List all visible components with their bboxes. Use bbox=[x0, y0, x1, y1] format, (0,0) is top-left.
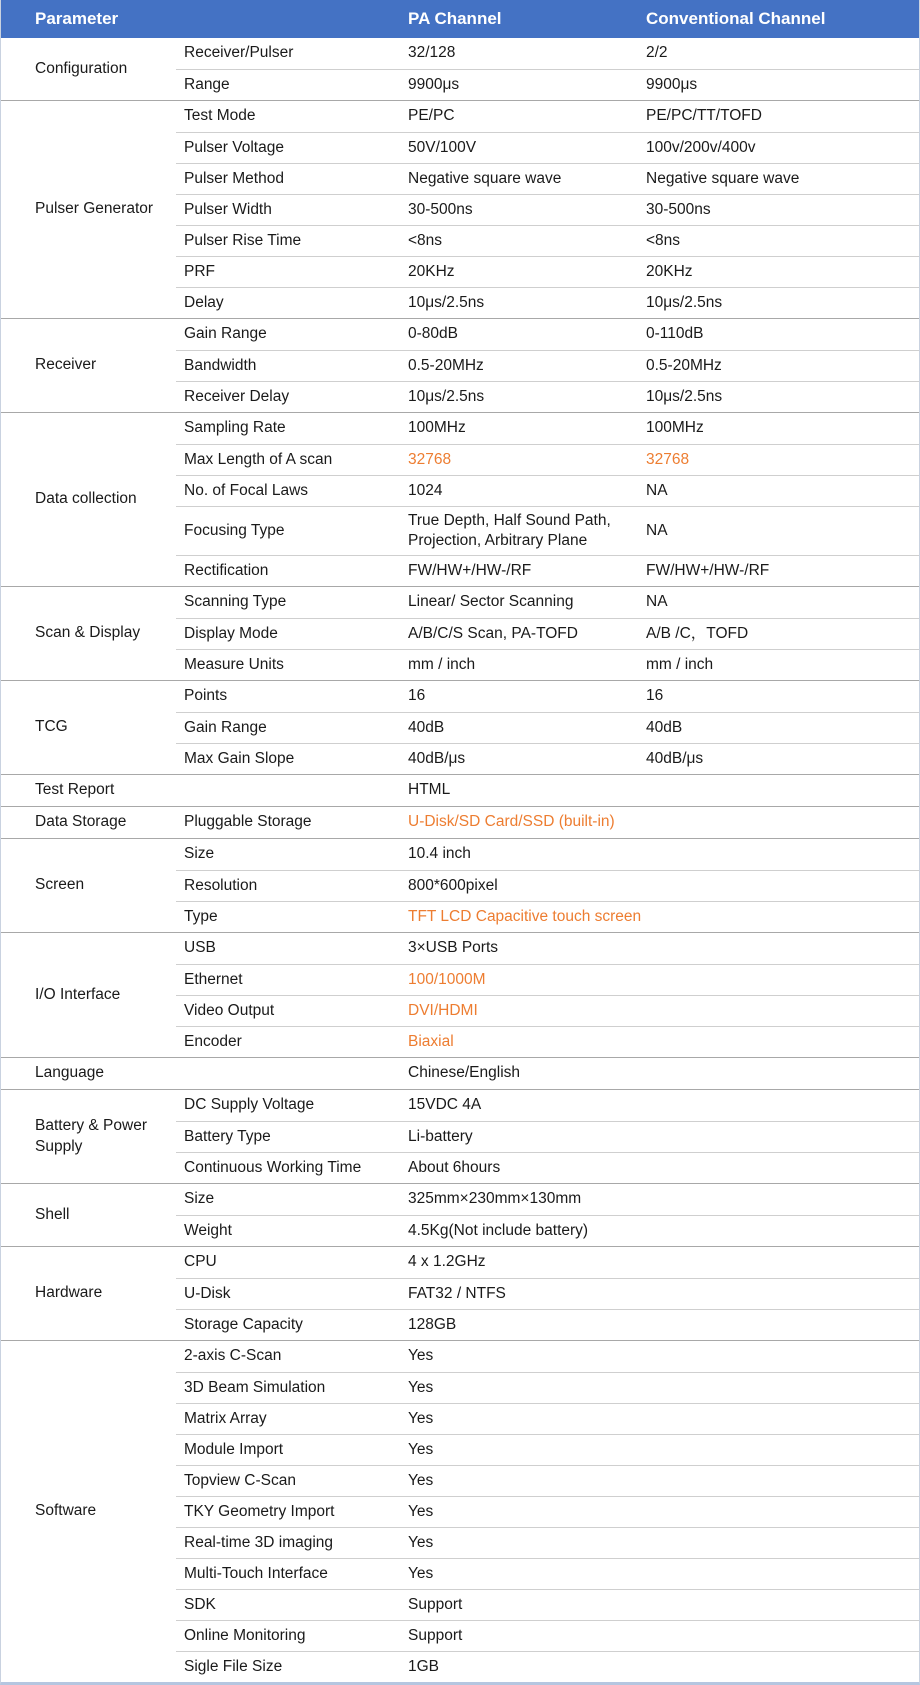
spec-row-receiver-delay bbox=[176, 381, 919, 412]
conv-value-cell: 2/2 bbox=[646, 44, 668, 62]
spec-row-usb bbox=[176, 933, 919, 964]
param-cell: TKY Geometry Import bbox=[184, 1502, 335, 1520]
group-data-collection bbox=[1, 412, 919, 586]
pa-value-cell: Yes bbox=[408, 1533, 434, 1551]
param-cell: Online Monitoring bbox=[184, 1626, 306, 1644]
spec-row-focusing-type bbox=[176, 506, 919, 555]
pa-value-cell: 15VDC 4A bbox=[408, 1096, 482, 1114]
param-cell: Sampling Rate bbox=[184, 419, 286, 437]
pa-value-cell: 128GB bbox=[408, 1315, 457, 1333]
header-cell-conventional-channel: Conventional Channel bbox=[646, 9, 826, 28]
param-cell: Focusing Type bbox=[184, 521, 285, 539]
conv-value-cell: NA bbox=[646, 593, 668, 611]
group-rows bbox=[176, 1247, 919, 1340]
param-cell: Max Gain Slope bbox=[184, 749, 295, 767]
group-label: Screen bbox=[35, 876, 85, 894]
spec-row-module-import bbox=[176, 1434, 919, 1465]
pa-value-cell: 3×USB Ports bbox=[408, 939, 499, 957]
pa-value-cell: 1024 bbox=[408, 481, 443, 499]
pa-value-cell: 0-80dB bbox=[408, 325, 458, 343]
param-cell: Measure Units bbox=[184, 655, 284, 673]
param-cell: U-Disk bbox=[184, 1284, 231, 1302]
param-cell: Pulser Method bbox=[184, 169, 284, 187]
group-shell bbox=[1, 1183, 919, 1246]
param-cell: Multi-Touch Interface bbox=[184, 1564, 328, 1582]
param-cell: Size bbox=[184, 845, 215, 863]
spec-row-gain-range bbox=[176, 712, 919, 743]
param-cell: CPU bbox=[184, 1253, 217, 1271]
group-hardware bbox=[1, 1246, 919, 1340]
group-label: Data Storage bbox=[35, 813, 127, 831]
spec-row-sampling-rate bbox=[176, 413, 919, 444]
param-cell: Sigle File Size bbox=[184, 1657, 283, 1675]
conv-value-cell: 100MHz bbox=[646, 419, 704, 437]
group-language bbox=[1, 1057, 919, 1089]
group-label: Configuration bbox=[35, 59, 128, 77]
pa-value-cell: 32768 bbox=[408, 450, 452, 468]
group-rows bbox=[176, 681, 919, 774]
conv-value-cell: <8ns bbox=[646, 231, 681, 249]
spec-row-display-mode bbox=[176, 618, 919, 649]
group-rows bbox=[176, 413, 919, 586]
pa-value-cell: 10μs/2.5ns bbox=[408, 387, 485, 405]
pa-value-cell: 16 bbox=[408, 687, 426, 705]
pa-value-cell: 100/1000M bbox=[408, 970, 486, 988]
spec-row-test-report bbox=[176, 775, 919, 806]
spec-row-measure-units bbox=[176, 649, 919, 680]
param-cell: Type bbox=[184, 907, 218, 925]
param-cell: Receiver Delay bbox=[184, 387, 290, 405]
conv-value-cell: FW/HW+/HW-/RF bbox=[646, 561, 770, 579]
param-cell: Encoder bbox=[184, 1032, 242, 1050]
param-cell: Ethernet bbox=[184, 970, 243, 988]
group-rows bbox=[176, 1341, 919, 1682]
spec-row-receiver-pulser bbox=[176, 38, 919, 69]
header-cell-pa-channel: PA Channel bbox=[408, 9, 502, 28]
spec-row-topview-c-scan bbox=[176, 1465, 919, 1496]
spec-row-language bbox=[176, 1058, 919, 1089]
param-cell: Scanning Type bbox=[184, 593, 287, 611]
conv-value-cell: mm / inch bbox=[646, 655, 714, 673]
conv-value-cell: 10μs/2.5ns bbox=[646, 293, 723, 311]
pa-value-cell: Yes bbox=[408, 1440, 434, 1458]
spec-row-pulser-width bbox=[176, 194, 919, 225]
pa-value-cell: 4.5Kg(Not include battery) bbox=[408, 1221, 589, 1239]
spec-row-max-gain-slope bbox=[176, 743, 919, 774]
conv-value-cell: 0.5-20MHz bbox=[646, 356, 722, 374]
pa-value-cell: Chinese/English bbox=[408, 1064, 521, 1082]
param-cell: 3D Beam Simulation bbox=[184, 1378, 326, 1396]
group-rows bbox=[176, 807, 919, 838]
spec-row-pulser-rise-time bbox=[176, 225, 919, 256]
pa-value-cell: Yes bbox=[408, 1502, 434, 1520]
pa-value-cell: Yes bbox=[408, 1378, 434, 1396]
pa-value-cell: DVI/HDMI bbox=[408, 1001, 478, 1019]
conv-value-cell: 40dB/μs bbox=[646, 749, 704, 767]
spec-row-delay bbox=[176, 287, 919, 318]
pa-value-cell: PE/PC bbox=[408, 107, 455, 125]
spec-row-3d-beam-simulation bbox=[176, 1372, 919, 1403]
pa-value-cell: 9900μs bbox=[408, 75, 460, 93]
group-rows bbox=[176, 101, 919, 318]
pa-value-cell: <8ns bbox=[408, 231, 443, 249]
spec-row-ethernet bbox=[176, 964, 919, 995]
conv-value-cell: 16 bbox=[646, 687, 664, 705]
spec-row-u-disk bbox=[176, 1278, 919, 1309]
param-cell: Range bbox=[184, 75, 230, 93]
param-cell: Continuous Working Time bbox=[184, 1158, 362, 1176]
param-cell: Real-time 3D imaging bbox=[184, 1533, 334, 1551]
header-cell-parameter: Parameter bbox=[35, 9, 119, 28]
group-rows bbox=[176, 1058, 919, 1089]
param-cell: Pulser Width bbox=[184, 200, 272, 218]
conv-value-cell: 9900μs bbox=[646, 75, 698, 93]
spec-row-scanning-type bbox=[176, 587, 919, 618]
conv-value-cell: 0-110dB bbox=[646, 325, 704, 343]
param-cell: Topview C-Scan bbox=[184, 1471, 296, 1489]
spec-row-prf bbox=[176, 256, 919, 287]
conv-value-cell: 30-500ns bbox=[646, 200, 711, 218]
spec-row-2-axis-c-scan bbox=[176, 1341, 919, 1372]
spec-row-points bbox=[176, 681, 919, 712]
pa-value-cell: FW/HW+/HW-/RF bbox=[408, 561, 532, 579]
spec-row-tky-geometry-import bbox=[176, 1496, 919, 1527]
table-header bbox=[1, 0, 919, 38]
param-cell: Max Length of A scan bbox=[184, 450, 333, 468]
spec-row-cpu bbox=[176, 1247, 919, 1278]
pa-value-cell: FAT32 / NTFS bbox=[408, 1284, 506, 1302]
group-label: I/O Interface bbox=[35, 985, 121, 1003]
param-cell: SDK bbox=[184, 1595, 216, 1613]
param-cell: Gain Range bbox=[184, 718, 267, 736]
pa-value-cell: Yes bbox=[408, 1409, 434, 1427]
param-cell: 2-axis C-Scan bbox=[184, 1347, 282, 1365]
param-cell: Size bbox=[184, 1190, 215, 1208]
pa-value-cell: 10.4 inch bbox=[408, 845, 471, 863]
group-rows bbox=[176, 933, 919, 1057]
spec-row-weight bbox=[176, 1215, 919, 1246]
pa-value-cell: Support bbox=[408, 1595, 463, 1613]
group-rows bbox=[176, 775, 919, 806]
pa-value-cell: Yes bbox=[408, 1471, 434, 1489]
pa-value-cell: Biaxial bbox=[408, 1032, 454, 1050]
spec-row-no-of-focal-laws bbox=[176, 475, 919, 506]
pa-value-cell: 50V/100V bbox=[408, 138, 477, 156]
group-tcg bbox=[1, 680, 919, 774]
pa-value-cell: U-Disk/SD Card/SSD (built-in) bbox=[408, 813, 615, 831]
group-rows bbox=[176, 587, 919, 680]
group-label: Hardware bbox=[35, 1284, 103, 1302]
spec-row-size bbox=[176, 839, 919, 870]
spec-row-resolution bbox=[176, 870, 919, 901]
pa-value-cell: 100MHz bbox=[408, 419, 466, 437]
group-label: Scan & Display bbox=[35, 624, 141, 642]
spec-row-matrix-array bbox=[176, 1403, 919, 1434]
pa-value-cell: mm / inch bbox=[408, 655, 476, 673]
pa-value-cell: 10μs/2.5ns bbox=[408, 293, 485, 311]
spec-row-encoder bbox=[176, 1026, 919, 1057]
conv-value-cell: PE/PC/TT/TOFD bbox=[646, 107, 762, 125]
pa-value-cell: 325mm×230mm×130mm bbox=[408, 1190, 582, 1208]
param-cell: Gain Range bbox=[184, 325, 267, 343]
group-screen bbox=[1, 838, 919, 932]
pa-value-cell: 30-500ns bbox=[408, 200, 473, 218]
conv-value-cell: A/B /C，TOFD bbox=[646, 624, 749, 642]
conv-value-cell: 10μs/2.5ns bbox=[646, 387, 723, 405]
pa-value-cell: Yes bbox=[408, 1347, 434, 1365]
group-i-o-interface bbox=[1, 932, 919, 1057]
param-cell: Storage Capacity bbox=[184, 1315, 303, 1333]
spec-row-multi-touch-interface bbox=[176, 1558, 919, 1589]
group-battery-power-supply bbox=[1, 1089, 919, 1183]
pa-value-cell: Support bbox=[408, 1626, 463, 1644]
param-cell: Points bbox=[184, 687, 228, 705]
spec-row-battery-type bbox=[176, 1121, 919, 1152]
pa-value-cell: 800*600pixel bbox=[408, 876, 498, 894]
pa-value-cell: A/B/C/S Scan, PA-TOFD bbox=[408, 624, 578, 642]
pa-value-cell: 4 x 1.2GHz bbox=[408, 1253, 486, 1271]
pa-value-cell: 32/128 bbox=[408, 44, 456, 62]
spec-row-pulser-voltage bbox=[176, 132, 919, 163]
table-body bbox=[1, 38, 919, 1682]
pa-value-cell: 1GB bbox=[408, 1657, 440, 1675]
group-rows bbox=[176, 1184, 919, 1246]
group-label: Language bbox=[35, 1064, 104, 1082]
group-receiver bbox=[1, 318, 919, 412]
pa-value-cell: TFT LCD Capacitive touch screen bbox=[408, 907, 642, 925]
spec-row-rectification bbox=[176, 555, 919, 586]
pa-value-cell: 40dB/μs bbox=[408, 749, 466, 767]
conv-value-cell: NA bbox=[646, 521, 668, 539]
param-cell: Bandwidth bbox=[184, 356, 257, 374]
group-test-report bbox=[1, 774, 919, 806]
pa-value-cell: Negative square wave bbox=[408, 169, 562, 187]
group-software bbox=[1, 1340, 919, 1682]
group-rows bbox=[176, 38, 919, 100]
param-cell: Matrix Array bbox=[184, 1409, 267, 1427]
group-configuration bbox=[1, 38, 919, 100]
spec-row-test-mode bbox=[176, 101, 919, 132]
group-label: Battery & Power Supply bbox=[35, 1117, 147, 1155]
spec-row-sigle-file-size bbox=[176, 1651, 919, 1682]
group-label: Test Report bbox=[35, 781, 115, 799]
param-cell: Pulser Rise Time bbox=[184, 231, 302, 249]
spec-row-gain-range bbox=[176, 319, 919, 350]
spec-row-online-monitoring bbox=[176, 1620, 919, 1651]
group-label: Pulser Generator bbox=[35, 200, 154, 218]
group-label: Software bbox=[35, 1502, 97, 1520]
param-cell: Delay bbox=[184, 293, 224, 311]
param-cell: Pulser Voltage bbox=[184, 138, 284, 156]
spec-row-dc-supply-voltage bbox=[176, 1090, 919, 1121]
spec-row-bandwidth bbox=[176, 350, 919, 381]
conv-value-cell: Negative square wave bbox=[646, 169, 800, 187]
pa-value-cell: Yes bbox=[408, 1564, 434, 1582]
conv-value-cell: 100v/200v/400v bbox=[646, 138, 756, 156]
group-rows bbox=[176, 1090, 919, 1183]
conv-value-cell: 40dB bbox=[646, 718, 683, 736]
param-cell: Module Import bbox=[184, 1440, 284, 1458]
spec-row-storage-capacity bbox=[176, 1309, 919, 1340]
param-cell: Display Mode bbox=[184, 624, 278, 642]
spec-row-sdk bbox=[176, 1589, 919, 1620]
param-cell: Video Output bbox=[184, 1001, 275, 1019]
group-label: Data collection bbox=[35, 490, 137, 508]
pa-value-cell: HTML bbox=[408, 781, 451, 799]
group-rows bbox=[176, 839, 919, 932]
group-label: TCG bbox=[35, 718, 68, 736]
param-cell: Test Mode bbox=[184, 107, 256, 125]
param-cell: Battery Type bbox=[184, 1127, 271, 1145]
param-cell: PRF bbox=[184, 262, 215, 280]
spec-row-type bbox=[176, 901, 919, 932]
pa-value-cell: 0.5-20MHz bbox=[408, 356, 484, 374]
group-rows bbox=[176, 319, 919, 412]
spec-row-real-time-3d-imaging bbox=[176, 1527, 919, 1558]
param-cell: Weight bbox=[184, 1221, 232, 1239]
spec-row-pulser-method bbox=[176, 163, 919, 194]
param-cell: Resolution bbox=[184, 876, 258, 894]
conv-value-cell: 20KHz bbox=[646, 262, 693, 280]
param-cell: Pluggable Storage bbox=[184, 813, 312, 831]
group-scan-display bbox=[1, 586, 919, 680]
spec-row-video-output bbox=[176, 995, 919, 1026]
spec-row-range bbox=[176, 69, 919, 100]
group-data-storage bbox=[1, 806, 919, 838]
param-cell: USB bbox=[184, 939, 216, 957]
param-cell: No. of Focal Laws bbox=[184, 481, 309, 499]
group-pulser-generator bbox=[1, 100, 919, 318]
conv-value-cell: NA bbox=[646, 481, 668, 499]
group-label: Shell bbox=[35, 1205, 70, 1223]
group-label: Receiver bbox=[35, 356, 97, 374]
param-cell: Receiver/Pulser bbox=[184, 44, 294, 62]
spec-row-size bbox=[176, 1184, 919, 1215]
pa-value-cell: 40dB bbox=[408, 718, 445, 736]
spec-row-max-length-of-a-scan bbox=[176, 444, 919, 475]
param-cell: Rectification bbox=[184, 561, 269, 579]
pa-value-cell: Li-battery bbox=[408, 1127, 473, 1145]
spec-row-pluggable-storage bbox=[176, 807, 919, 838]
spec-row-continuous-working-time bbox=[176, 1152, 919, 1183]
pa-value-cell: About 6hours bbox=[408, 1158, 501, 1176]
param-cell: DC Supply Voltage bbox=[184, 1096, 315, 1114]
pa-value-cell: Linear/ Sector Scanning bbox=[408, 593, 574, 611]
pa-value-cell: True Depth, Half Sound Path, Projection, Arbitrary Plane bbox=[408, 511, 611, 549]
conv-value-cell: 32768 bbox=[646, 450, 690, 468]
pa-value-cell: 20KHz bbox=[408, 262, 455, 280]
